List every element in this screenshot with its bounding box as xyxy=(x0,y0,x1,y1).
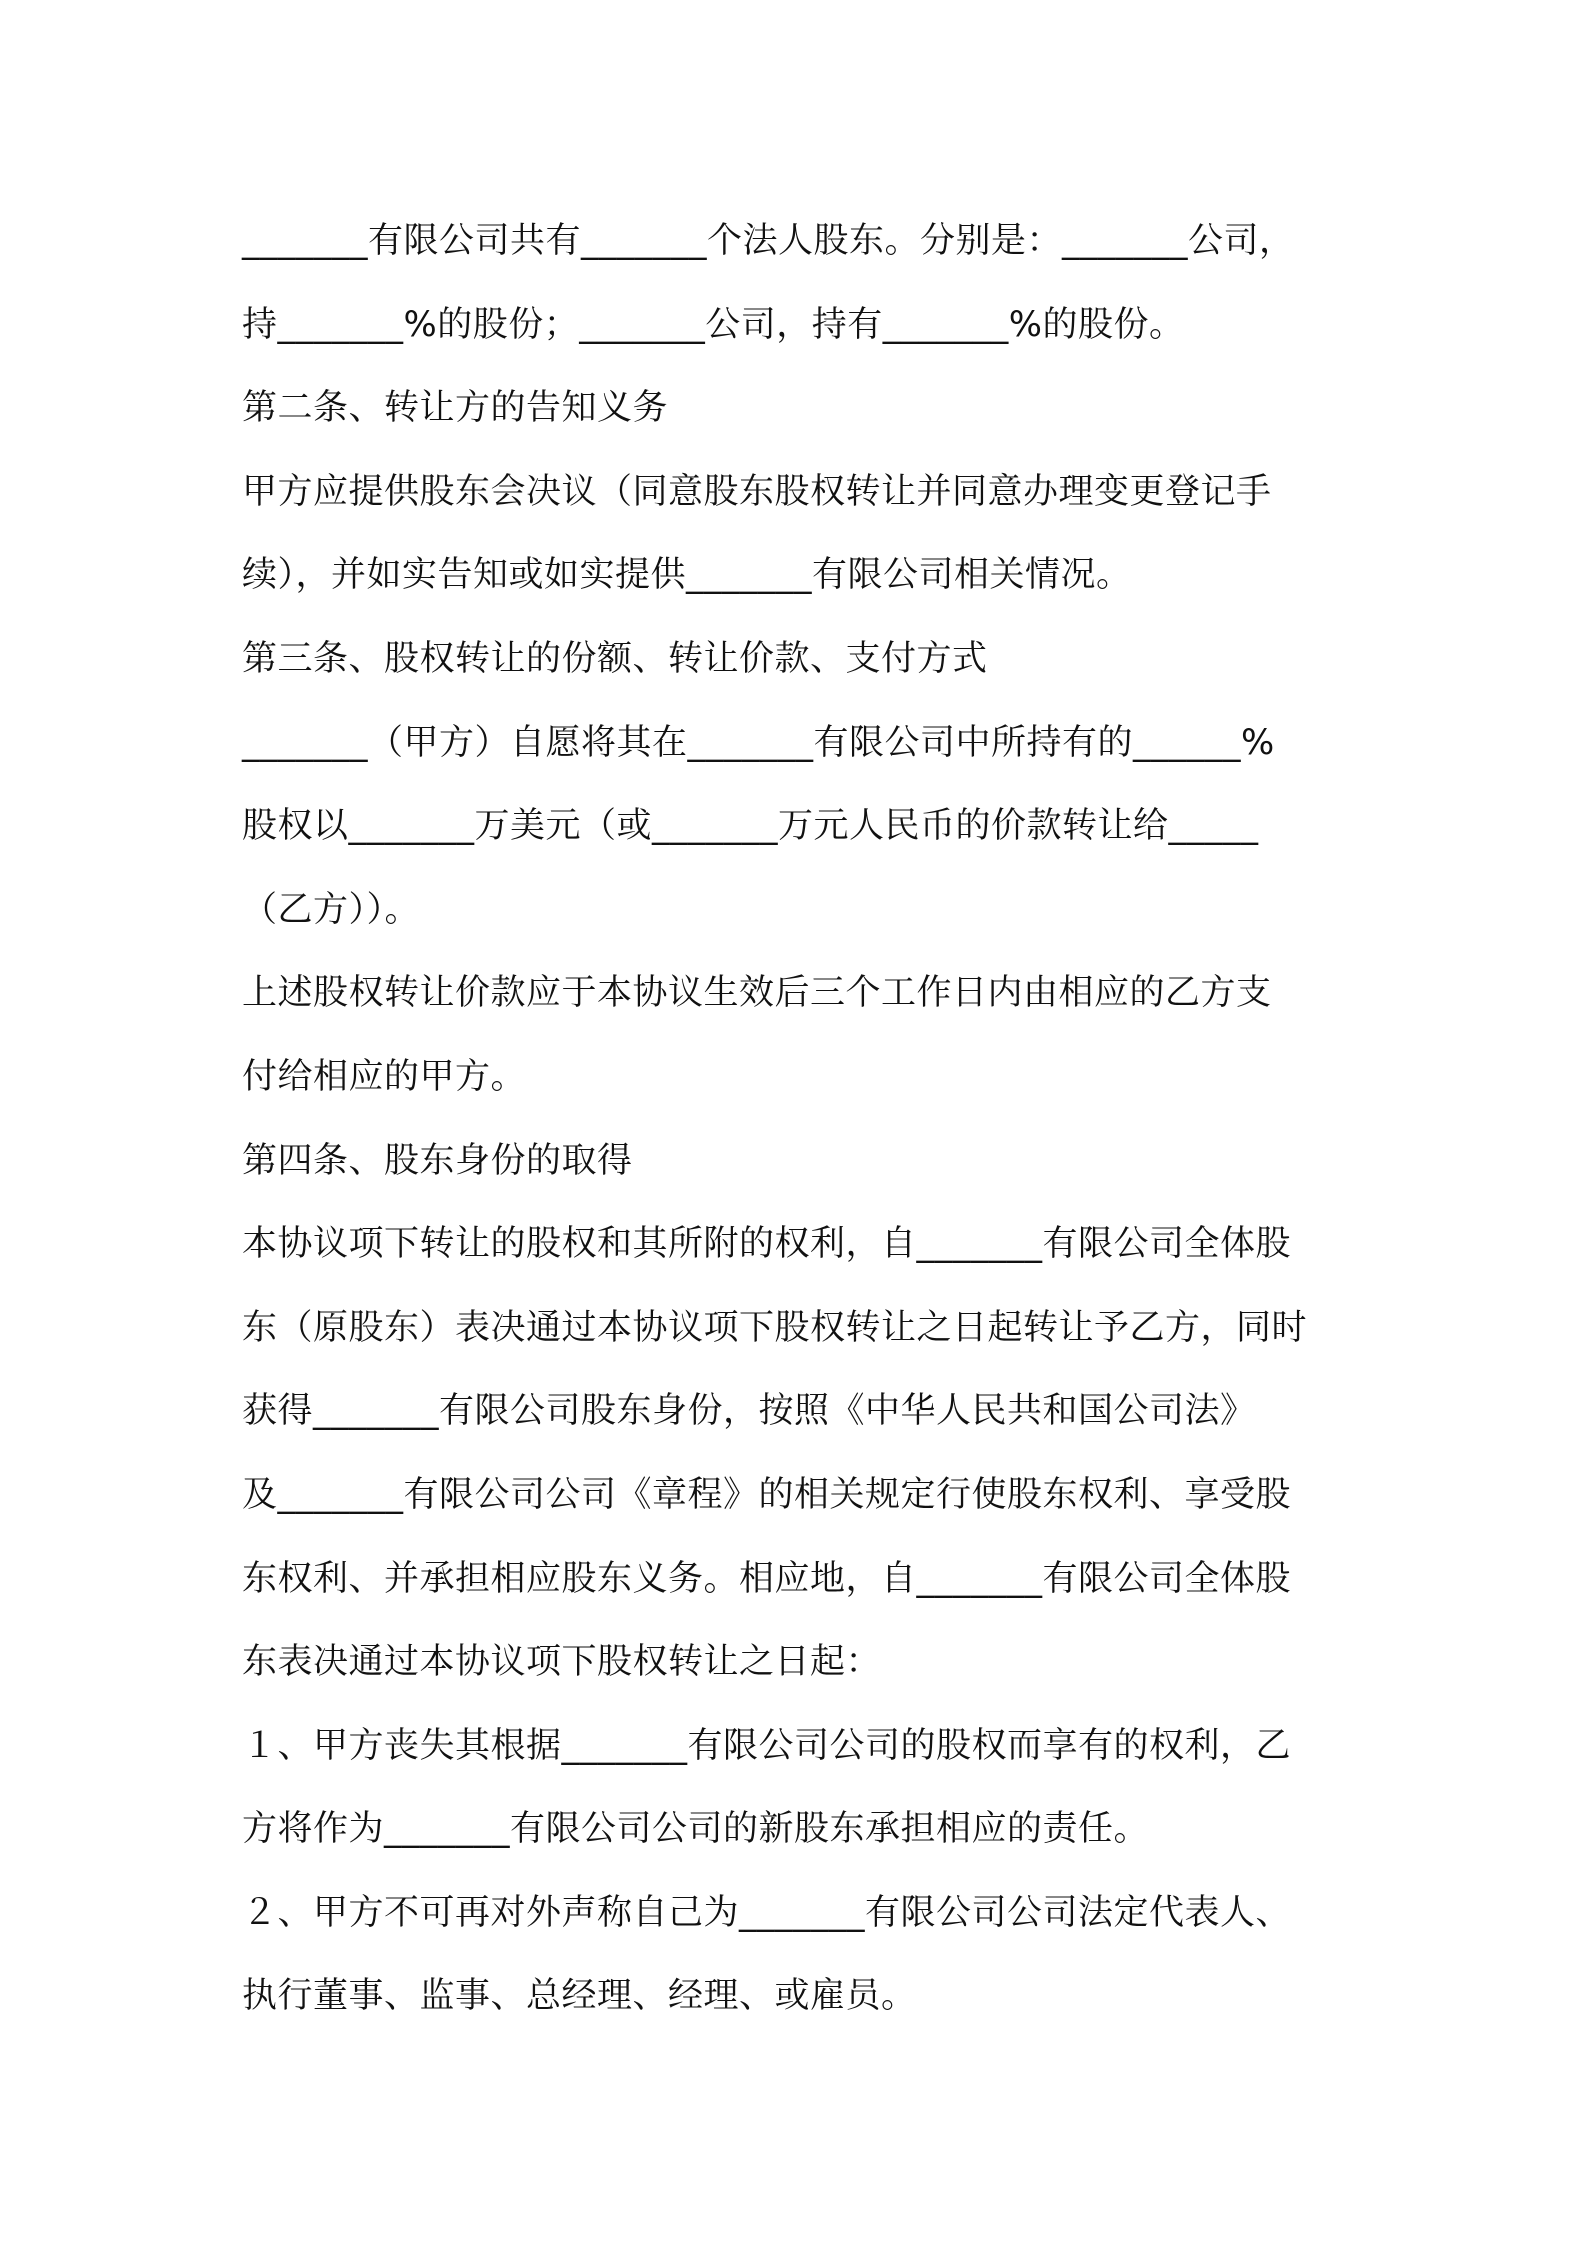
list-item-1: １、甲方丧失其根据_______有限公司公司的股权而享有的权利，乙 xyxy=(242,1725,1292,1766)
text-line: 东表决通过本协议项下股权转让之日起： xyxy=(242,1642,882,1683)
text-line: 方将作为_______有限公司公司的新股东承担相应的责任。 xyxy=(242,1809,1150,1850)
text-line: 续），并如实告知或如实提供_______有限公司相关情况。 xyxy=(242,555,1132,596)
text-line: 东权利、并承担相应股东义务。相应地，自_______有限公司全体股 xyxy=(242,1558,1292,1599)
section-heading: 第二条、转让方的告知义务 xyxy=(242,388,669,429)
text-line: 东（原股东）表决通过本协议项下股权转让之日起转让予乙方，同时 xyxy=(242,1307,1308,1348)
section-heading: 第三条、股权转让的份额、转让价款、支付方式 xyxy=(242,638,988,679)
text-line: 甲方应提供股东会决议（同意股东股权转让并同意办理变更登记手 xyxy=(242,471,1272,512)
text-line: （乙方））。 xyxy=(242,889,421,930)
section-heading: 第四条、股东身份的取得 xyxy=(242,1140,633,1181)
text-line: 本协议项下转让的股权和其所附的权利，自_______有限公司全体股 xyxy=(242,1224,1292,1265)
text-line: 执行董事、监事、总经理、经理、或雇员。 xyxy=(242,1976,917,2017)
text-line: 上述股权转让价款应于本协议生效后三个工作日内由相应的乙方支 xyxy=(242,973,1272,1014)
text-line: 股权以_______万美元（或_______万元人民币的价款转让给_____ xyxy=(242,806,1259,847)
text-line: 持_______%的股份；_______公司，持有_______%的股份。 xyxy=(242,304,1185,345)
text-line: 获得_______有限公司股东身份，按照《中华人民共和国公司法》 xyxy=(242,1391,1256,1432)
text-line: _______有限公司共有_______个法人股东。分别是：_______公司， xyxy=(242,221,1295,261)
text-line: _______（甲方）自愿将其在_______有限公司中所持有的______% xyxy=(242,722,1275,763)
text-line: 及_______有限公司公司《章程》的相关规定行使股东权利、享受股 xyxy=(242,1474,1292,1515)
list-item-2: ２、甲方不可再对外声称自己为_______有限公司公司法定代表人、 xyxy=(242,1892,1292,1933)
document-body xyxy=(242,200,1362,2039)
text-line: 付给相应的甲方。 xyxy=(242,1056,527,1097)
